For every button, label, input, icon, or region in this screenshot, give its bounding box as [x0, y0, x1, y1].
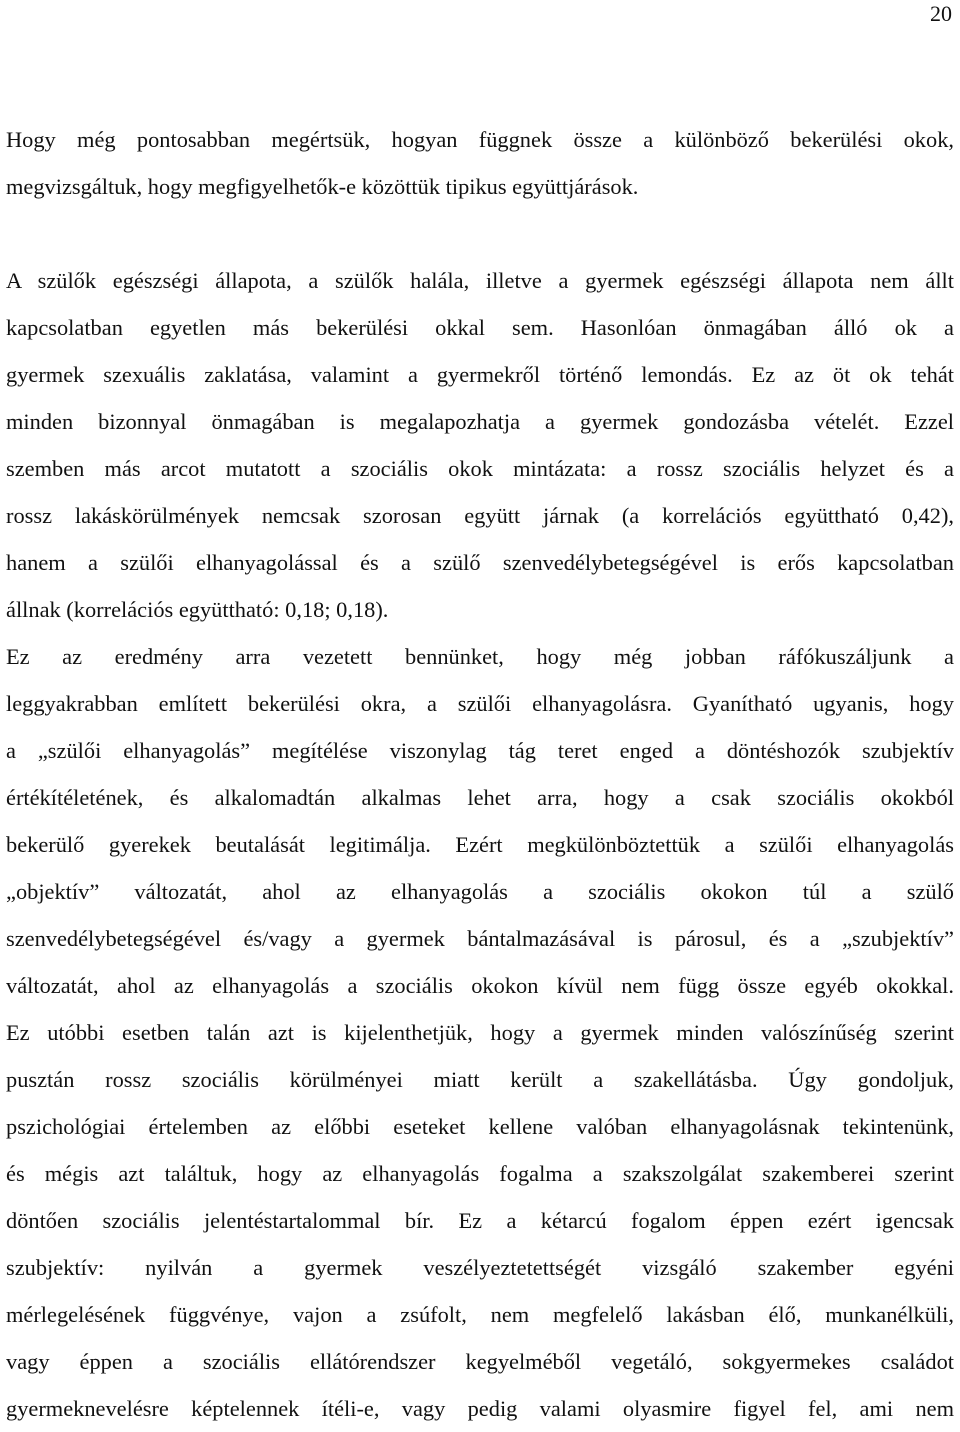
text-line: mérlegelésének függvénye, vajon a zsúfolt, nem megfelelő lakásban élő, munkanélküli, [6, 1302, 954, 1327]
text-line: „objektív” változatát, ahol az elhanyagolás a szociális okokon túl a szülő [6, 879, 954, 904]
text-line: szubjektív: nyilván a gyermek veszélyeztetettségét vizsgáló szakember egyéni [6, 1255, 954, 1280]
text-line: döntően szociális jelentéstartalommal bír. Ez a kétarcú fogalom éppen ezért igencsak [6, 1208, 954, 1233]
text-line: Hogy még pontosabban megértsük, hogyan függnek össze a különböző bekerülési okok, [6, 127, 954, 152]
paragraph-3 [6, 633, 954, 1432]
text-line: értékítéletének, és alkalomadtán alkalmas lehet arra, hogy a csak szociális okokból [6, 785, 954, 810]
text-line: Ez utóbbi esetben talán azt is kijelenthetjük, hogy a gyermek minden valószínűség szerint [6, 1020, 954, 1045]
paragraph-2 [6, 257, 954, 633]
text-line: hanem a szülői elhanyagolással és a szülő szenvedélybetegségével is erős kapcsolatban [6, 550, 954, 575]
text-line: gyermek szexuális zaklatása, valamint a gyermekről történő lemondás. Ez az öt ok tehát [6, 362, 954, 387]
text-line: minden bizonnyal önmagában is megalapozhatja a gyermek gondozásba vételét. Ezzel [6, 409, 954, 434]
text-line: Ez az eredmény arra vezetett bennünket, hogy még jobban ráfókuszáljunk a [6, 644, 954, 669]
text-line: rossz lakáskörülmények nemcsak szorosan együtt járnak (a korrelációs együttható 0,42), [6, 503, 954, 528]
text-line: pusztán rossz szociális körülményei miatt került a szakellátásba. Úgy gondoljuk, [6, 1067, 954, 1092]
paragraph-gap [6, 210, 954, 257]
text-line: bekerülő gyerekek beutalását legitimálja. Ezért megkülönböztettük a szülői elhanyagolás [6, 832, 954, 857]
paragraph-1 [6, 116, 954, 210]
text-line: változatát, ahol az elhanyagolás a szociális okokon kívül nem függ össze egyéb okokkal. [6, 973, 954, 998]
text-line: vagy éppen a szociális ellátórendszer kegyelméből vegetáló, sokgyermekes családot [6, 1349, 954, 1374]
text-line: a „szülői elhanyagolás” megítélése viszonylag tág teret enged a döntéshozók szubjektív [6, 738, 954, 763]
text-line: szemben más arcot mutatott a szociális okok mintázata: a rossz szociális helyzet és a [6, 456, 954, 481]
text-line: megvizsgáltuk, hogy megfigyelhetők-e közöttük tipikus együttjárások. [6, 174, 639, 199]
text-line: leggyakrabban említett bekerülési okra, a szülői elhanyagolásra. Gyanítható ugyanis, hogy [6, 691, 954, 716]
text-line: szenvedélybetegségével és/vagy a gyermek bántalmazásával is párosul, és a „szubjektív” [6, 926, 954, 951]
text-line: állnak (korrelációs együttható: 0,18; 0,18). [6, 597, 389, 622]
text-line: pszichológiai értelemben az előbbi eseteket kellene valóban elhanyagolásnak tekintenünk, [6, 1114, 954, 1139]
text-line: gyermeknevelésre képtelennek ítéli-e, vagy pedig valami olyasmire figyel fel, ami nem [6, 1396, 954, 1421]
document-body [6, 116, 954, 1432]
text-line: A szülők egészségi állapota, a szülők halála, illetve a gyermek egészségi állapota nem állt [6, 268, 954, 293]
text-line: kapcsolatban egyetlen más bekerülési okkal sem. Hasonlóan önmagában álló ok a [6, 315, 954, 340]
text-line: és mégis azt találtuk, hogy az elhanyagolás fogalma a szakszolgálat szakemberei szerint [6, 1161, 954, 1186]
page-number: 20 [930, 1, 952, 26]
